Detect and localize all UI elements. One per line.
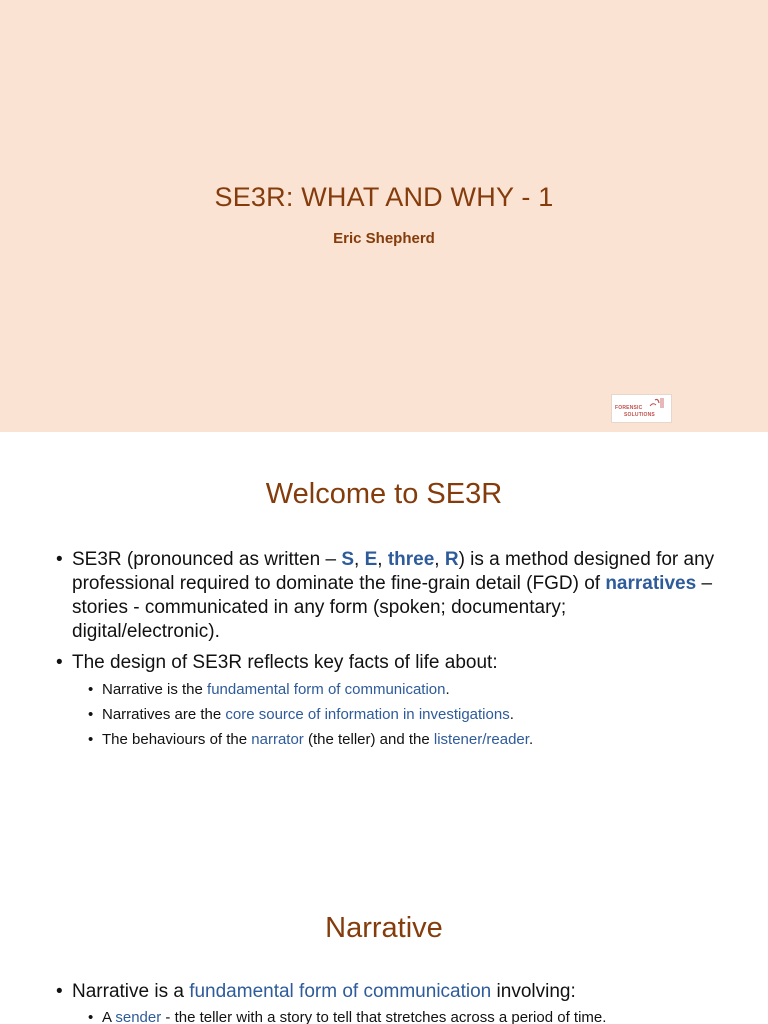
bullet-list <box>56 548 716 682</box>
narrative-slide <box>0 864 768 1024</box>
bullet-text: , <box>434 549 445 570</box>
highlight-text: S <box>341 549 354 570</box>
highlight-text: fundamental form of communication <box>207 681 446 698</box>
bullet-item <box>56 651 716 675</box>
sub-bullet-list <box>56 680 736 755</box>
highlight-text: fundamental form of communication <box>189 981 492 1002</box>
bullet-text: SE3R (pronounced as written – <box>72 549 342 570</box>
bullet-text: . <box>509 706 514 723</box>
bullet-text: The design of SE3R reflects key facts of life about: <box>72 652 498 673</box>
highlight-text: R <box>444 549 459 570</box>
bullet-text: , <box>377 549 388 570</box>
bullet-text: Narrative is the <box>102 681 208 698</box>
highlight-text: narrator <box>251 731 304 748</box>
sub-bullet-item <box>56 1008 736 1024</box>
bullet-text: Narrative is a <box>72 981 190 1002</box>
sub-bullet-item <box>56 705 736 725</box>
highlight-text: narratives <box>605 573 697 594</box>
slide-title: Welcome to SE3R <box>265 478 503 510</box>
highlight-text: three <box>387 549 435 570</box>
highlight-text: E <box>364 549 378 570</box>
highlight-text: sender <box>115 1009 162 1024</box>
highlight-text: listener/reader <box>433 731 529 748</box>
highlight-text: core source of information in investigations <box>225 706 510 723</box>
bullet-text: - the teller with a story to tell that stretches across a period of time. <box>161 1009 607 1024</box>
bullet-item <box>56 980 736 1004</box>
bullet-list <box>56 980 736 1024</box>
bullet-text: , <box>354 549 365 570</box>
sub-bullet-item <box>56 680 736 700</box>
slide-title: Narrative <box>325 912 443 944</box>
bullet-text: (the teller) and the <box>303 731 434 748</box>
bullet-text: The behaviours of the <box>102 731 252 748</box>
logo-text-line1: FORENSIC <box>615 405 643 411</box>
bullet-text: . <box>528 731 534 748</box>
bullet-text: ) is a method designed for any professional required to dominate the fine-grain detail (FGD) of <box>72 549 715 594</box>
slide-title: SE3R: WHAT AND WHY - 1 <box>214 182 554 212</box>
bullet-text: A <box>102 1009 116 1024</box>
bullet-text: involving: <box>491 981 576 1002</box>
fingerprint-icon <box>649 397 665 409</box>
slide-author: Eric Shepherd <box>333 230 435 247</box>
welcome-slide <box>0 432 768 864</box>
bullet-item <box>56 548 716 644</box>
sub-bullet-item <box>56 730 736 750</box>
logo-text-line2: SOLUTIONS <box>624 412 655 418</box>
bullet-text: Narratives are the <box>102 706 226 723</box>
forensic-solutions-logo <box>611 394 672 423</box>
bullet-text: – stories - communicated in any form (spoken; documentary; digital/electronic). <box>72 573 713 642</box>
title-slide <box>0 0 768 432</box>
bullet-text: . <box>445 681 450 698</box>
